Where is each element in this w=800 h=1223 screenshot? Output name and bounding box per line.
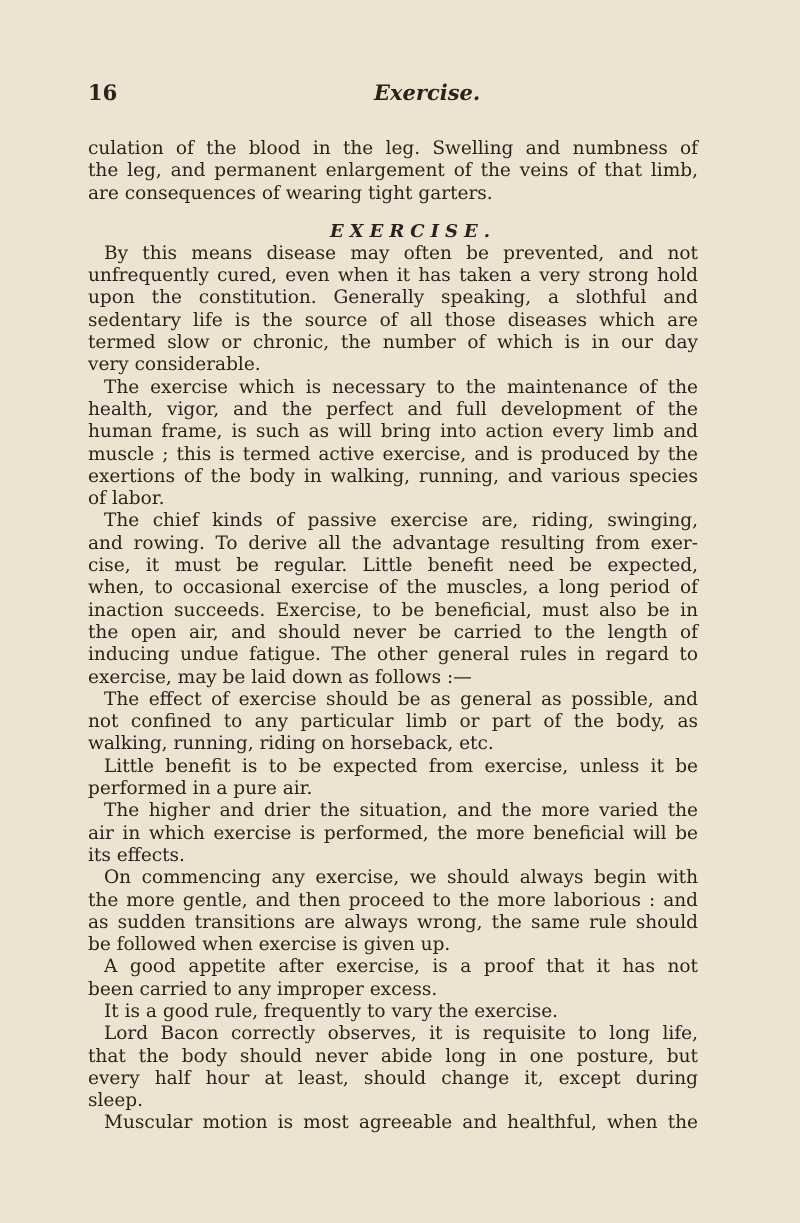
text-line: when, to occasional exercise of the muscles, a long period of xyxy=(88,577,698,599)
paragraph-garters xyxy=(88,138,698,205)
text-line: human frame, is such as will bring into action every limb and xyxy=(88,421,698,443)
page-body xyxy=(88,138,698,1135)
text-line: termed slow or chronic, the number of which is in our day xyxy=(88,332,698,354)
text-line: the leg, and permanent enlargement of the veins of that limb, xyxy=(88,160,698,182)
text-line: It is a good rule, frequently to vary the exercise. xyxy=(104,1000,559,1022)
text-line: sedentary life is the source of all those diseases which are xyxy=(88,309,698,331)
text-line: the more gentle, and then proceed to the more laborious : and xyxy=(88,889,698,911)
text-line: air in which exercise is performed, the more beneficial will be xyxy=(88,822,698,844)
section-heading: EXERCISE. xyxy=(329,220,497,242)
text-line: exercise, may be laid down as follows :— xyxy=(88,666,472,688)
text-line: performed in a pure air. xyxy=(88,778,313,800)
text-line: walking, running, riding on horseback, etc. xyxy=(88,733,494,755)
section-heading-row xyxy=(88,205,698,243)
text-line: Muscular motion is most agreeable and healthful, when the xyxy=(104,1112,698,1134)
text-line: upon the constitution. Generally speaking, a slothful and xyxy=(88,287,698,309)
text-line: every half hour at least, should change it, except during xyxy=(88,1067,698,1089)
exercise-text xyxy=(88,243,698,1135)
text-line: as sudden transitions are always wrong, the same rule should xyxy=(88,911,698,933)
text-line: A good appetite after exercise, is a proof that it has not xyxy=(104,956,698,978)
text-line: been carried to any improper excess. xyxy=(88,978,438,1000)
text-line: the open air, and should never be carried to the length of xyxy=(88,621,698,643)
text-line: and rowing. To derive all the advantage resulting from exer- xyxy=(88,532,698,554)
text-line: The effect of exercise should be as general as possible, and xyxy=(104,688,698,710)
text-line: By this means disease may often be prevented, and not xyxy=(104,242,698,264)
text-line: On commencing any exercise, we should always begin with xyxy=(104,867,698,889)
text-line: are consequences of wearing tight garters. xyxy=(88,182,493,204)
page-number: 16 xyxy=(88,80,118,105)
text-line: unfrequently cured, even when it has taken a very strong hold xyxy=(88,265,698,287)
text-line: not confined to any particular limb or part of the body, as xyxy=(88,711,698,733)
text-line: inducing undue fatigue. The other general rules in regard to xyxy=(88,644,698,666)
text-line: culation of the blood in the leg. Swelling and numbness of xyxy=(88,138,698,159)
text-line: The chief kinds of passive exercise are, riding, swinging, xyxy=(104,510,698,532)
text-line: be followed when exercise is given up. xyxy=(88,934,451,956)
text-line: The higher and drier the situation, and the more varied the xyxy=(104,800,698,822)
text-line: that the body should never abide long in one posture, but xyxy=(88,1045,698,1067)
text-line: health, vigor, and the perfect and full development of the xyxy=(88,398,698,420)
text-line: very considerable. xyxy=(88,354,261,376)
text-line: cise, it must be regular. Little benefit need be expected, xyxy=(88,555,698,577)
running-head: Exercise. xyxy=(374,80,481,105)
page-header xyxy=(88,80,700,120)
text-line: The exercise which is necessary to the maintenance of the xyxy=(104,376,698,398)
text-line: inaction succeeds. Exercise, to be beneficial, must also be in xyxy=(88,599,698,621)
text-line: Little benefit is to be expected from exercise, unless it be xyxy=(104,755,698,777)
text-line: Lord Bacon correctly observes, it is requisite to long life, xyxy=(104,1023,698,1045)
text-line: its effects. xyxy=(88,844,185,866)
text-line: of labor. xyxy=(88,488,165,510)
text-line: sleep. xyxy=(88,1090,144,1112)
text-line: muscle ; this is termed active exercise, and is produced by the xyxy=(88,443,698,465)
text-line: exertions of the body in walking, running, and various species xyxy=(88,465,698,487)
